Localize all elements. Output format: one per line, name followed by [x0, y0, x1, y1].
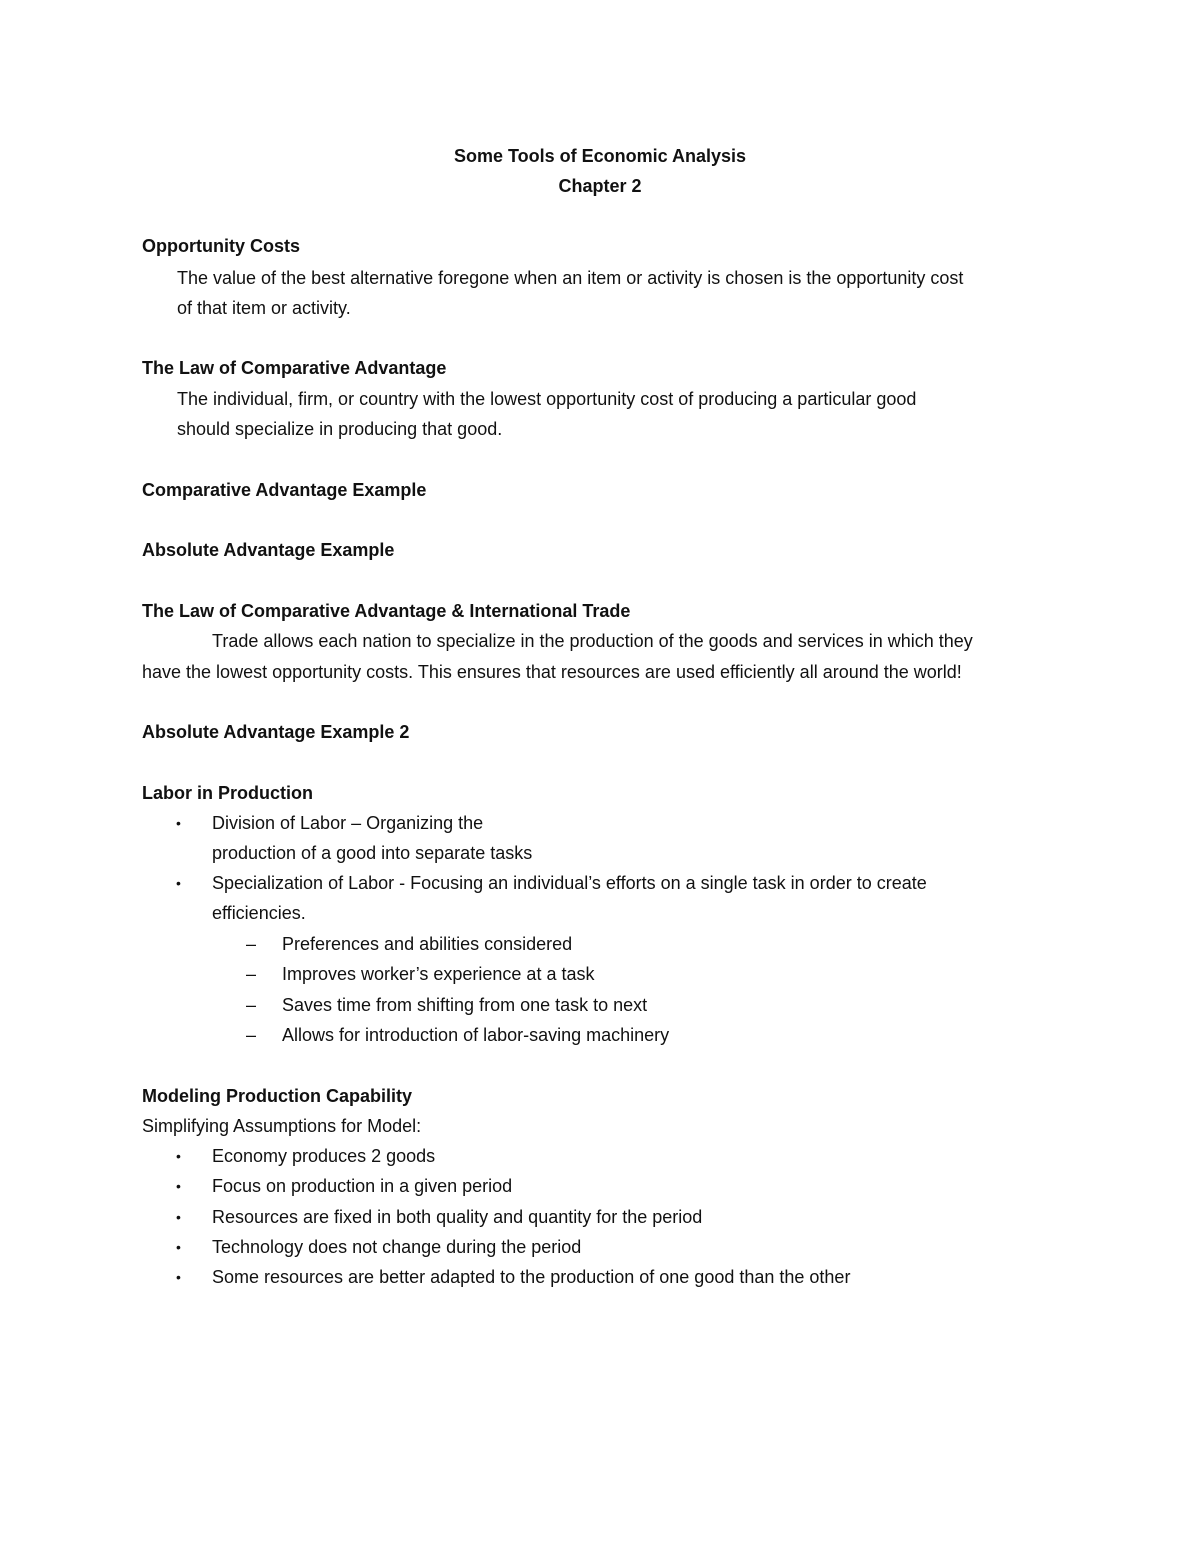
- labor-sub-bullet: Preferences and abilities considered: [282, 934, 573, 954]
- labor-bullet-line: Specialization of Labor - Focusing an individual’s efforts on a single task in order to create: [212, 873, 927, 893]
- modeling-bullet: Focus on production in a given period: [212, 1176, 513, 1196]
- bullet-icon: •: [176, 1269, 181, 1285]
- labor-bullet-line: efficiencies.: [212, 903, 306, 923]
- section-heading-comparative-example: Comparative Advantage Example: [142, 480, 427, 500]
- international-trade-text-line: have the lowest opportunity costs. This ensures that resources are used efficiently all around the world!: [142, 662, 962, 682]
- section-heading-opportunity-costs: Opportunity Costs: [142, 236, 300, 256]
- section-heading-modeling-production: Modeling Production Capability: [142, 1086, 412, 1106]
- modeling-bullet: Economy produces 2 goods: [212, 1146, 436, 1166]
- bullet-icon: •: [176, 1209, 181, 1225]
- dash-icon: –: [246, 995, 257, 1015]
- labor-bullet-line: Division of Labor – Organizing the: [212, 813, 484, 833]
- opportunity-costs-text-line: The value of the best alternative foregone when an item or activity is chosen is the opportunity cost: [177, 268, 964, 288]
- section-heading-labor-in-production: Labor in Production: [142, 783, 313, 803]
- labor-bullet-line: production of a good into separate tasks: [212, 843, 533, 863]
- section-heading-absolute-example-2: Absolute Advantage Example 2: [142, 722, 410, 742]
- dash-icon: –: [246, 964, 257, 984]
- bullet-icon: •: [176, 1178, 181, 1194]
- document-title: Some Tools of Economic Analysis: [453, 146, 747, 166]
- section-heading-law-comparative-advantage: The Law of Comparative Advantage: [142, 358, 447, 378]
- section-heading-absolute-example: Absolute Advantage Example: [142, 540, 395, 560]
- dash-icon: –: [246, 934, 257, 954]
- modeling-bullet: Resources are fixed in both quality and quantity for the period: [212, 1207, 703, 1227]
- chapter-label: Chapter 2: [558, 176, 642, 196]
- bullet-icon: •: [176, 1239, 181, 1255]
- bullet-icon: •: [176, 815, 181, 831]
- law-comparative-text-line: The individual, firm, or country with the lowest opportunity cost of producing a particular good: [177, 389, 917, 409]
- bullet-icon: •: [176, 1148, 181, 1164]
- modeling-bullet: Technology does not change during the period: [212, 1237, 582, 1257]
- section-heading-international-trade: The Law of Comparative Advantage & International Trade: [142, 601, 631, 621]
- opportunity-costs-text-line: of that item or activity.: [177, 298, 351, 318]
- modeling-intro: Simplifying Assumptions for Model:: [142, 1116, 422, 1136]
- dash-icon: –: [246, 1025, 257, 1045]
- bullet-icon: •: [176, 875, 181, 891]
- labor-sub-bullet: Improves worker’s experience at a task: [282, 964, 595, 984]
- labor-sub-bullet: Allows for introduction of labor-saving machinery: [282, 1025, 670, 1045]
- international-trade-text-line: Trade allows each nation to specialize in the production of the goods and services in which they: [212, 631, 973, 651]
- law-comparative-text-line: should specialize in producing that good.: [177, 419, 503, 439]
- labor-sub-bullet: Saves time from shifting from one task to next: [282, 995, 648, 1015]
- modeling-bullet: Some resources are better adapted to the production of one good than the other: [212, 1267, 851, 1287]
